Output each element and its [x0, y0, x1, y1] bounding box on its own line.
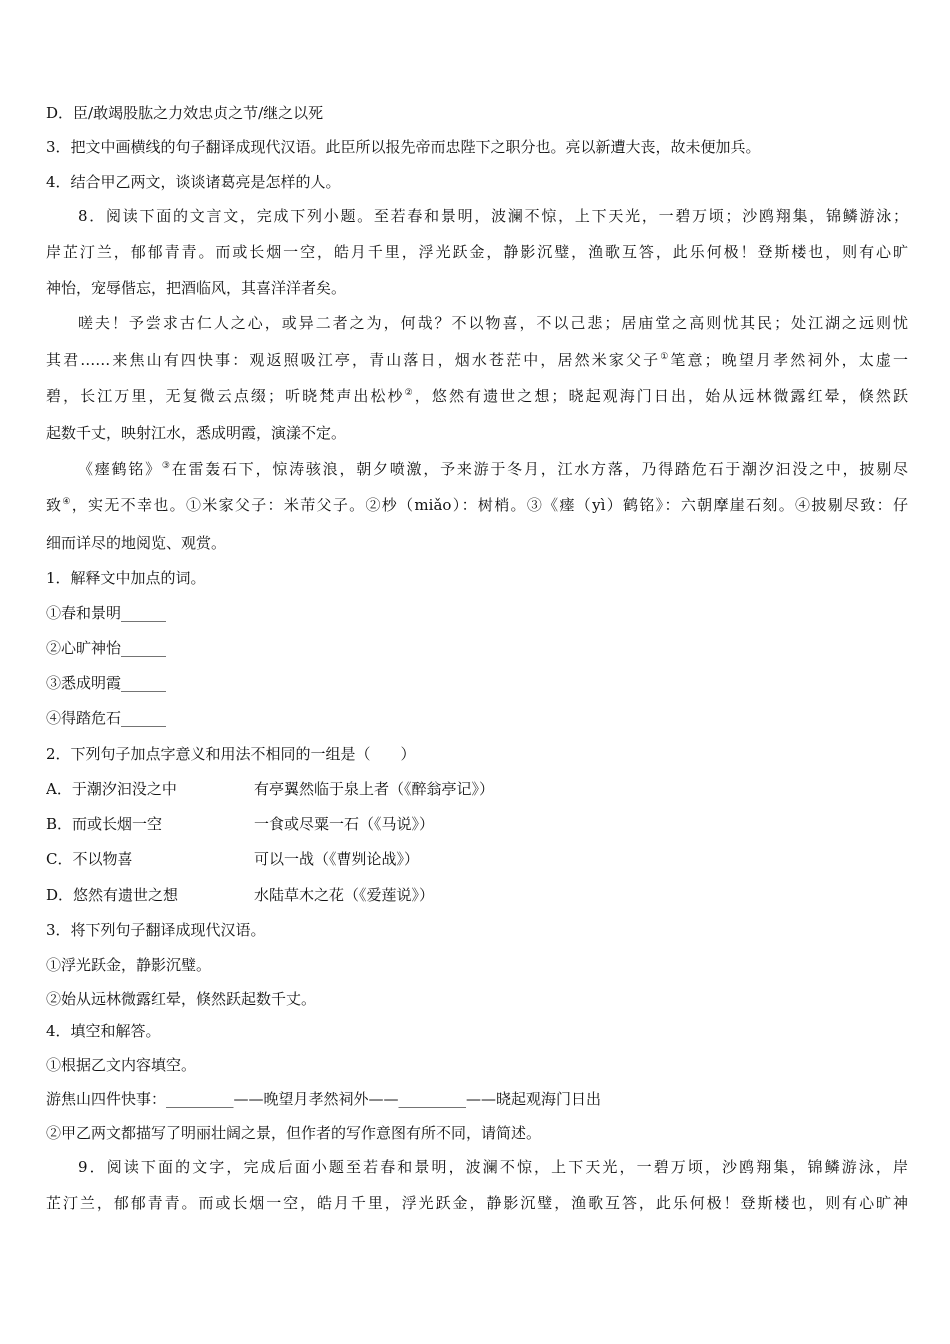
q4-item-2: ②甲乙两文都描写了明丽壮阔之景，但作者的写作意图有所不同，请简述。 — [46, 1124, 542, 1142]
q4-heading: 4．填空和解答。 — [46, 1022, 161, 1040]
option-b-right: 一食或尽粟一石（《马说》） — [254, 815, 435, 833]
q2-heading: 2．下列句子加点字意义和用法不相同的一组是（ ） — [46, 745, 416, 763]
option-d-left: D．悠然有遗世之想 — [46, 886, 179, 904]
option-a-left: A．于潮汐汩没之中 — [46, 780, 177, 798]
q1-item-2: ②心旷神怡______ — [46, 639, 167, 657]
footnote-mark-1: ① — [660, 352, 671, 362]
text-segment: ，实无不幸也。①米家父子：米芾父子。②杪（miǎo）：树梢。③《瘗（yì）鹤铭》：六朝摩崖石刻。④披剔尽致：仔 — [71, 496, 908, 514]
text-segment: 笔意；晚望月孝然祠外，太虚一 — [670, 351, 908, 369]
option-d-line: D．臣/敢竭股肱之力效忠贞之节/继之以死 — [46, 104, 324, 122]
q4-fill-blank: 游焦山四件快事：_________——晚望月孝然祠外——_________——晓起观海门日出 — [46, 1090, 602, 1108]
passage-8-line-3: 神怡，宠辱偕忘，把酒临风，其喜洋洋者矣。 — [46, 279, 347, 297]
question-3-translate: 3．把文中画横线的句子翻译成现代汉语。此臣所以报先帝而忠陛下之职分也。亮以新遭大丧，故未便加兵。 — [46, 138, 761, 156]
q1-heading: 1．解释文中加点的词。 — [46, 569, 206, 587]
question-4-discuss: 4．结合甲乙两文，谈谈诸葛亮是怎样的人。 — [46, 173, 341, 191]
text-segment: 其君……来焦山有四快事：观返照吸江亭，青山落日，烟水苍茫中，居然米家父子 — [46, 351, 661, 369]
q4-item-1: ①根据乙文内容填空。 — [46, 1056, 197, 1074]
text-segment: 碧，长江万里，无复微云点缀；听晓梵声出松杪 — [46, 387, 405, 405]
option-a-right: 有亭翼然临于泉上者（《醉翁亭记》） — [254, 780, 495, 798]
footnote-mark-3: ③ — [161, 461, 172, 471]
q3-item-2: ②始从远林微露红晕，倏然跃起数千丈。 — [46, 990, 317, 1008]
q3-heading: 3．将下列句子翻译成现代汉语。 — [46, 921, 266, 939]
passage-8-line-2: 岸芷汀兰，郁郁青青。而或长烟一空，皓月千里，浮光跃金，静影沉璧，渔歌互答，此乐何极！登斯楼也，则有心旷 — [46, 243, 908, 261]
q1-item-3: ③悉成明霞______ — [46, 674, 167, 692]
passage-8-para2-line-4: 起数千丈，映射江水，悉成明霞，演漾不定。 — [46, 424, 347, 442]
passage-8-para2-line-1: 嗟夫！予尝求古仁人之心，或异二者之为，何哉？不以物喜，不以己悲；居庙堂之高则忧其民；处江湖之远则忧 — [78, 314, 908, 332]
text-segment: 《瘗鹤铭》 — [78, 460, 162, 478]
passage-9-line-2: 芷汀兰，郁郁青青。而或长烟一空，皓月千里，浮光跃金，静影沉璧，渔歌互答，此乐何极！登斯楼也，则有心旷神 — [46, 1194, 908, 1212]
passage-9-line-1: 9．阅读下面的文字，完成后面小题至若春和景明，波澜不惊，上下天光，一碧万顷，沙鸥翔集，锦鳞游泳，岸 — [78, 1158, 908, 1176]
passage-8-line-1: 8．阅读下面的文言文，完成下列小题。至若春和景明，波澜不惊，上下天光，一碧万顷；沙鸥翔集，锦鳞游泳； — [78, 207, 908, 225]
passage-8-para3-line-1 — [78, 459, 908, 479]
text-segment: 在雷轰石下，惊涛骇浪，朝夕喷激，予来游于冬月，江水方落，乃得踏危石于潮汐汩没之中，披剔尽 — [171, 460, 908, 478]
option-b-left: B．而或长烟一空 — [46, 815, 163, 833]
q3-item-1: ①浮光跃金，静影沉璧。 — [46, 956, 212, 974]
q2-option-c — [46, 849, 908, 869]
q2-option-a — [46, 779, 908, 799]
text-segment: 致 — [46, 496, 63, 514]
q1-item-1: ①春和景明______ — [46, 604, 167, 622]
option-c-right: 可以一战（《曹刿论战》） — [254, 850, 420, 868]
footnote-mark-4: ④ — [62, 497, 72, 507]
q2-option-b — [46, 814, 908, 834]
footnote-mark-2: ② — [404, 388, 415, 398]
passage-8-para2-line-2 — [46, 350, 908, 370]
text-segment: ，悠然有遗世之想；晓起观海门日出，始从远林微露红晕，倏然跃 — [414, 387, 908, 405]
q2-option-d — [46, 885, 908, 905]
option-d-right: 水陆草木之花（《爱莲说》） — [254, 886, 435, 904]
passage-8-para3-line-2 — [46, 495, 908, 515]
option-c-left: C．不以物喜 — [46, 850, 133, 868]
passage-8-para3-line-3: 细而详尽的地阅览、观赏。 — [46, 534, 227, 552]
passage-8-para2-line-3 — [46, 386, 908, 406]
q1-item-4: ④得踏危石______ — [46, 709, 167, 727]
